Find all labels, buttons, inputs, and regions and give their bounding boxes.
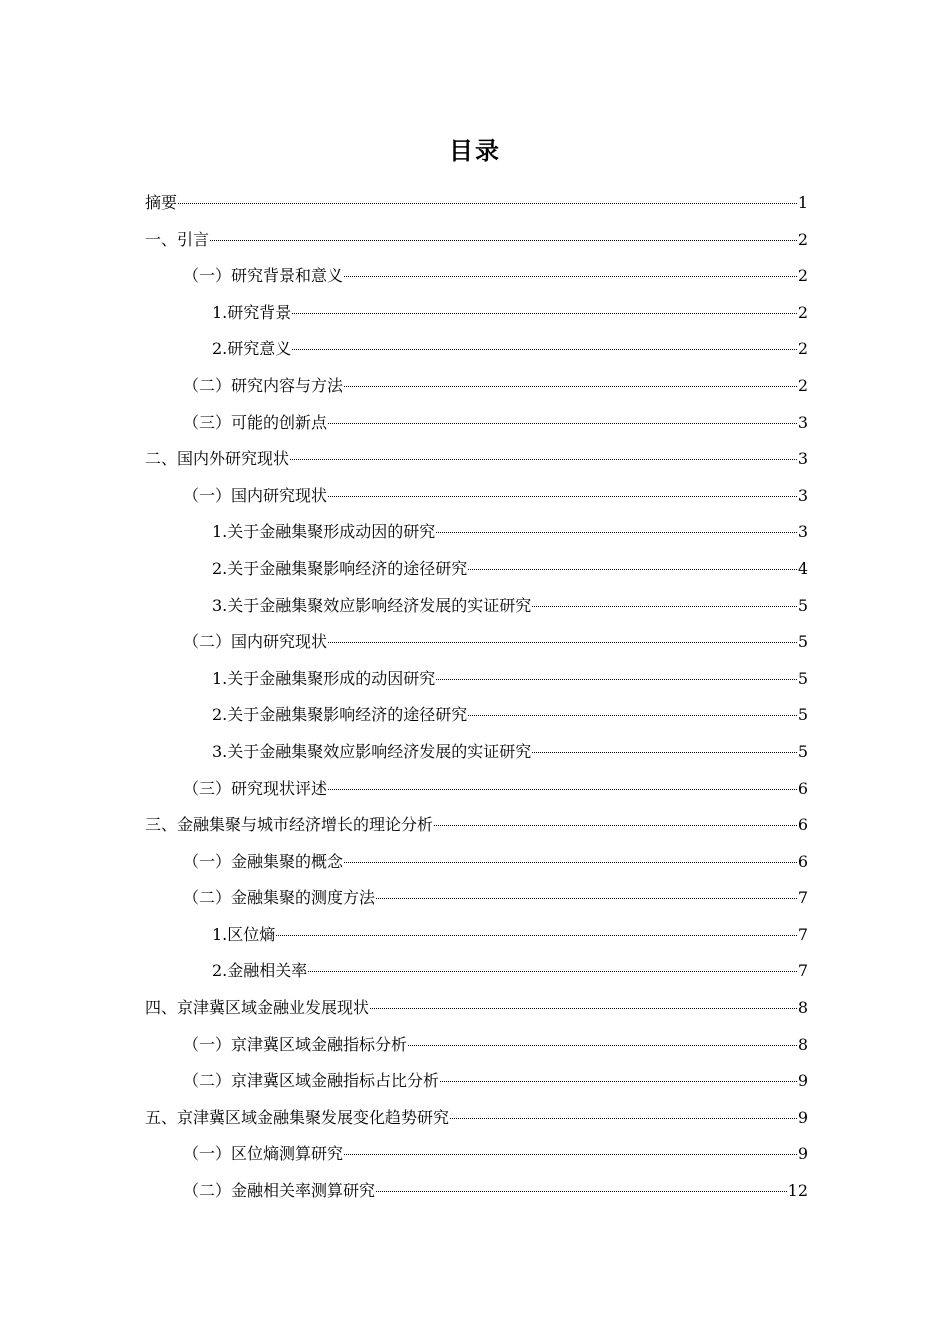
- toc-entry-page-number: 5: [797, 668, 808, 688]
- toc-entry-page-number: 9: [797, 1107, 808, 1127]
- toc-dot-leader: [328, 642, 797, 643]
- toc-dot-leader: [408, 1045, 797, 1046]
- toc-dot-leader: [434, 825, 797, 826]
- toc-dot-leader: [436, 532, 797, 533]
- toc-dot-leader: [308, 971, 797, 972]
- toc-entry-label: （一）国内研究现状: [183, 485, 328, 505]
- toc-dot-leader: [450, 1118, 797, 1119]
- toc-dot-leader: [178, 203, 797, 204]
- toc-entry[interactable]: [145, 880, 808, 917]
- toc-entry-label: 2.金融相关率: [212, 961, 308, 981]
- toc-dot-leader: [344, 862, 797, 863]
- toc-entry-label: 3.关于金融集聚效应影响经济发展的实证研究: [212, 741, 532, 761]
- toc-entry-page-number: 5: [797, 595, 808, 615]
- toc-entry-label: （二）金融相关率测算研究: [183, 1181, 376, 1201]
- toc-entry-label: （一）研究背景和意义: [183, 266, 344, 286]
- toc-dot-leader: [376, 1191, 787, 1192]
- toc-entry-page-number: 2: [797, 266, 808, 286]
- toc-entry[interactable]: [145, 185, 808, 222]
- toc-entry-page-number: 2: [797, 375, 808, 395]
- toc-entry-page-number: 3: [797, 412, 808, 432]
- toc-entry-label: 1.研究背景: [212, 302, 292, 322]
- toc-entry[interactable]: [145, 734, 808, 771]
- toc-entry-page-number: 5: [797, 741, 808, 761]
- toc-dot-leader: [440, 1081, 797, 1082]
- toc-dot-leader: [468, 715, 797, 716]
- toc-entry-page-number: 3: [797, 522, 808, 542]
- toc-entry-page-number: 9: [797, 1144, 808, 1164]
- toc-entry[interactable]: [145, 917, 808, 954]
- toc-entry-page-number: 1: [797, 193, 808, 212]
- toc-entry-page-number: 7: [797, 961, 808, 981]
- toc-entry[interactable]: [145, 771, 808, 808]
- toc-entry-page-number: 12: [787, 1181, 808, 1201]
- toc-entry-page-number: 2: [797, 229, 808, 249]
- toc-entry-label: （一）金融集聚的概念: [183, 851, 344, 871]
- toc-entry-label: 2.关于金融集聚影响经济的途径研究: [212, 558, 468, 578]
- toc-dot-leader: [292, 349, 797, 350]
- toc-entry[interactable]: [145, 551, 808, 588]
- toc-entry-page-number: 6: [797, 778, 808, 798]
- toc-dot-leader: [468, 569, 797, 570]
- toc-entry-page-number: 3: [797, 485, 808, 505]
- toc-entry-label: 四、京津冀区域金融业发展现状: [145, 998, 370, 1018]
- toc-entry[interactable]: [145, 1173, 808, 1210]
- toc-entry-label: （二）金融集聚的测度方法: [183, 888, 376, 908]
- toc-entry-label: 2.研究意义: [212, 339, 292, 359]
- toc-entry[interactable]: [145, 624, 808, 661]
- toc-entry-label: 二、国内外研究现状: [145, 449, 290, 469]
- toc-dot-leader: [376, 898, 797, 899]
- toc-entry-label: （一）区位熵测算研究: [183, 1144, 344, 1164]
- toc-entry-page-number: 6: [797, 851, 808, 871]
- toc-entry[interactable]: [145, 331, 808, 368]
- toc-entry[interactable]: [145, 295, 808, 332]
- toc-entry[interactable]: [145, 405, 808, 442]
- toc-entry-label: （二）研究内容与方法: [183, 375, 344, 395]
- toc-entry[interactable]: [145, 1136, 808, 1173]
- toc-entry[interactable]: [145, 588, 808, 625]
- toc-entry-label: 1.关于金融集聚形成的动因研究: [212, 668, 436, 688]
- toc-dot-leader: [276, 935, 797, 936]
- toc-entry-label: 1.关于金融集聚形成动因的研究: [212, 522, 436, 542]
- toc-entry-page-number: 8: [797, 998, 808, 1018]
- toc-entry-label: （一）京津冀区域金融指标分析: [183, 1034, 408, 1054]
- toc-entry[interactable]: [145, 844, 808, 881]
- toc-entry-page-number: 6: [797, 815, 808, 835]
- toc-entry[interactable]: [145, 990, 808, 1027]
- toc-dot-leader: [328, 496, 797, 497]
- toc-entry-page-number: 2: [797, 302, 808, 322]
- toc-entry-page-number: 7: [797, 924, 808, 944]
- toc-entry[interactable]: [145, 368, 808, 405]
- toc-dot-leader: [370, 1008, 797, 1009]
- toc-entry-page-number: 5: [797, 632, 808, 652]
- toc-entry[interactable]: [145, 953, 808, 990]
- toc-entry-label: 三、金融集聚与城市经济增长的理论分析: [145, 815, 434, 835]
- toc-dot-leader: [210, 240, 797, 241]
- toc-entry-label: 摘要: [145, 193, 178, 212]
- toc-dot-leader: [292, 313, 797, 314]
- toc-entry-label: 1.区位熵: [212, 924, 276, 944]
- toc-entry[interactable]: [145, 478, 808, 515]
- toc-entry-page-number: 7: [797, 888, 808, 908]
- toc-dot-leader: [328, 423, 797, 424]
- toc-entry[interactable]: [145, 258, 808, 295]
- toc-entry-page-number: 8: [797, 1034, 808, 1054]
- toc-entry[interactable]: [145, 514, 808, 551]
- toc-dot-leader: [436, 679, 797, 680]
- toc-entry-page-number: 9: [797, 1071, 808, 1091]
- toc-dot-leader: [344, 386, 797, 387]
- toc-dot-leader: [344, 1154, 797, 1155]
- toc-entry[interactable]: [145, 1063, 808, 1100]
- toc-entry[interactable]: [145, 441, 808, 478]
- toc-dot-leader: [532, 752, 797, 753]
- toc-dot-leader: [532, 606, 797, 607]
- toc-entry[interactable]: [145, 661, 808, 698]
- toc-entry[interactable]: [145, 697, 808, 734]
- toc-entry[interactable]: [145, 222, 808, 259]
- toc-entry-page-number: 2: [797, 339, 808, 359]
- toc-entry-page-number: 3: [797, 449, 808, 469]
- toc-entry[interactable]: [145, 807, 808, 844]
- toc-entry-page-number: 5: [797, 705, 808, 725]
- toc-entry-label: （三）可能的创新点: [183, 412, 328, 432]
- page-title: 目录: [449, 136, 501, 165]
- toc-entry-label: （二）国内研究现状: [183, 632, 328, 652]
- toc-entry-label: 3.关于金融集聚效应影响经济发展的实证研究: [212, 595, 532, 615]
- toc-entry-label: 一、引言: [145, 229, 210, 249]
- toc-entry-label: 五、京津冀区域金融集聚发展变化趋势研究: [145, 1107, 450, 1127]
- toc-dot-leader: [290, 459, 797, 460]
- toc-entry-label: （二）京津冀区域金融指标占比分析: [183, 1071, 440, 1091]
- table-of-contents: [145, 185, 808, 1210]
- toc-entry[interactable]: [145, 1100, 808, 1137]
- toc-entry-label: （三）研究现状评述: [183, 778, 328, 798]
- toc-entry[interactable]: [145, 1027, 808, 1064]
- toc-entry-label: 2.关于金融集聚影响经济的途径研究: [212, 705, 468, 725]
- toc-dot-leader: [344, 276, 797, 277]
- toc-entry-page-number: 4: [797, 558, 808, 578]
- toc-dot-leader: [328, 789, 797, 790]
